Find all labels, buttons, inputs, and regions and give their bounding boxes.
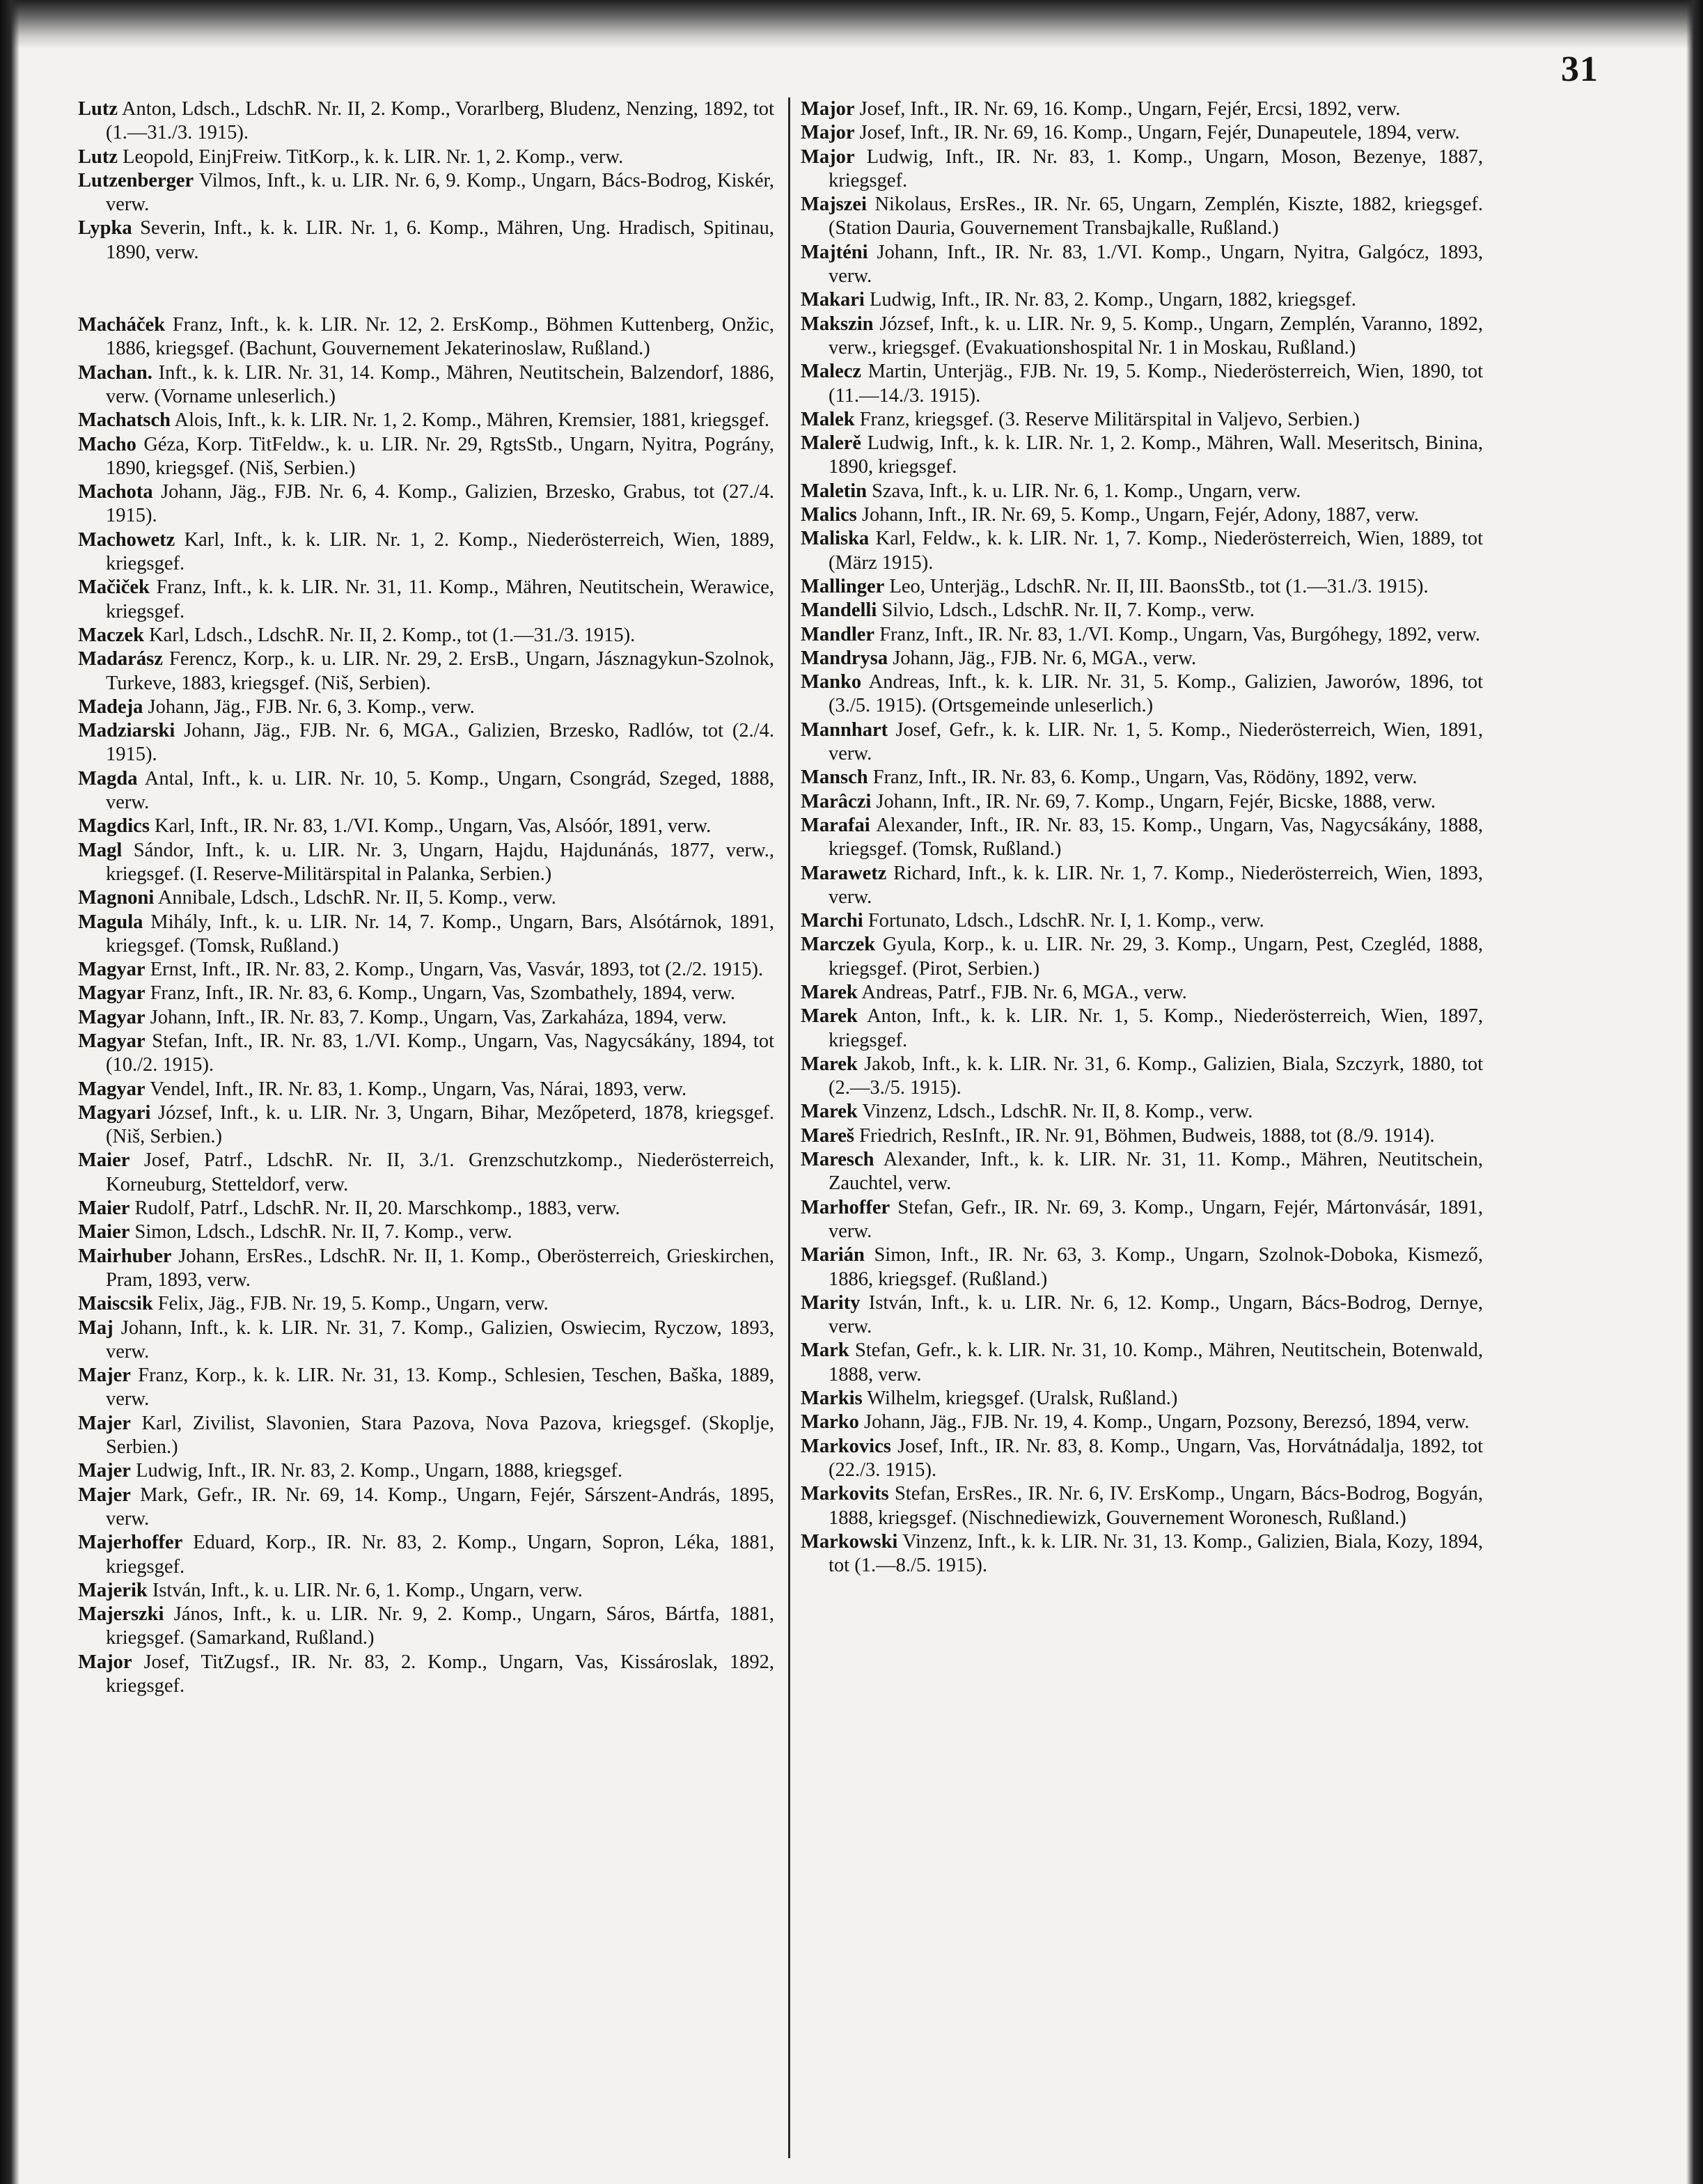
entry-details: Ludwig, Inft., IR. Nr. 83, 2. Komp., Ungarn, 1882, kriegsgef. bbox=[869, 289, 1356, 311]
entry-surname: Marek bbox=[801, 1005, 858, 1028]
list-entry bbox=[78, 576, 774, 624]
entry-surname: Maliska bbox=[801, 528, 870, 550]
list-entry bbox=[78, 169, 774, 217]
entry-details: Karl, Zivilist, Slavonien, Stara Pazova, Nova Pazova, kriegsgef. (Skoplje, Serbien.) bbox=[106, 1412, 774, 1459]
entry-details: Alois, Inft., k. k. LIR. Nr. 1, 2. Komp., Mähren, Kremsier, 1881, kriegsgef. bbox=[174, 409, 770, 432]
entry-surname: Magyari bbox=[78, 1101, 151, 1124]
list-entry bbox=[78, 1197, 774, 1220]
entry-details: Leopold, EinjFreiw. TitKorp., k. k. LIR. Nr. 1, 2. Komp., verw. bbox=[123, 146, 624, 168]
list-entry bbox=[801, 97, 1483, 121]
entry-surname: Major bbox=[801, 122, 855, 144]
list-entry bbox=[801, 288, 1483, 312]
entry-details: Johann, Jäg., FJB. Nr. 6, 4. Komp., Galizien, Brzesko, Grabus, tot (27./4. 1915). bbox=[106, 481, 774, 527]
entry-surname: Malek bbox=[801, 408, 855, 430]
scan-edge-left bbox=[0, 0, 19, 2184]
entry-surname: Mansch bbox=[801, 767, 868, 789]
list-entry bbox=[78, 1245, 774, 1293]
list-entry bbox=[801, 193, 1483, 241]
entry-details: Sándor, Inft., k. u. LIR. Nr. 3, Ungarn, Hajdu, Hajdunánás, 1877, verw., kriegsgef. (I. Reserve-Militärspital in Palanka, Serbien.) bbox=[106, 839, 774, 885]
entry-surname: Magyar bbox=[78, 959, 146, 981]
entry-surname: Marity bbox=[801, 1291, 861, 1314]
entry-surname: Majszei bbox=[801, 194, 867, 216]
entry-details: Alexander, Inft., k. k. LIR. Nr. 31, 11. Komp., Mähren, Neutitschein, Zauchtel, verw. bbox=[829, 1149, 1483, 1195]
entry-surname: Manko bbox=[801, 671, 862, 693]
entry-details: Johann, Jäg., FJB. Nr. 6, MGA., verw. bbox=[893, 647, 1197, 669]
list-entry bbox=[801, 1005, 1483, 1053]
entry-surname: Majerszki bbox=[78, 1603, 164, 1626]
entry-details: Jakob, Inft., k. k. LIR. Nr. 31, 6. Komp., Galizien, Biala, Szczyrk, 1880, tot (2.—3./5. 1915). bbox=[829, 1053, 1483, 1099]
entry-surname: Madeja bbox=[78, 696, 143, 718]
entry-surname: Makszin bbox=[801, 313, 874, 335]
entry-details: Inft., k. k. LIR. Nr. 31, 14. Komp., Mähren, Neutitschein, Balzendorf, 1886, verw. (Vorname unleserlich.) bbox=[106, 361, 775, 407]
entry-details: Alexander, Inft., IR. Nr. 83, 15. Komp., Ungarn, Vas, Nagycsákány, 1888, kriegsgef. (Tomsk, Rußland.) bbox=[829, 814, 1483, 861]
list-entry bbox=[78, 1651, 774, 1699]
list-entry bbox=[801, 647, 1483, 670]
entry-details: Wilhelm, kriegsgef. (Uralsk, Rußland.) bbox=[867, 1388, 1178, 1410]
entry-surname: Markovits bbox=[801, 1483, 889, 1505]
entry-details: Simon, Inft., IR. Nr. 63, 3. Komp., Ungarn, Szolnok-Doboka, Kismező, 1886, kriegsgef. (Rußland.) bbox=[829, 1244, 1484, 1290]
list-entry bbox=[801, 503, 1483, 527]
entry-details: Stefan, Inft., IR. Nr. 83, 1./VI. Komp., Ungarn, Vas, Nagycsákány, 1894, tot (10./2. 1915). bbox=[106, 1030, 775, 1076]
list-entry bbox=[801, 1411, 1483, 1434]
entry-surname: Majer bbox=[78, 1484, 131, 1506]
entry-surname: Machowetz bbox=[78, 528, 175, 551]
list-entry bbox=[78, 217, 774, 265]
entry-details: Ludwig, Inft., IR. Nr. 83, 2. Komp., Ungarn, 1888, kriegsgef. bbox=[136, 1460, 623, 1482]
list-entry bbox=[801, 718, 1483, 767]
list-entry bbox=[78, 815, 774, 838]
list-entry bbox=[801, 790, 1483, 814]
entry-details: Johann, Inft., k. k. LIR. Nr. 31, 7. Komp., Galizien, Oswiecim, Ryczow, 1893, verw. bbox=[106, 1317, 774, 1362]
entry-group-right bbox=[801, 97, 1483, 1578]
entry-details: Fortunato, Ldsch., LdschR. Nr. I, 1. Komp., verw. bbox=[868, 910, 1264, 932]
list-entry bbox=[801, 480, 1483, 503]
entry-surname: Machota bbox=[78, 481, 153, 503]
list-entry bbox=[78, 886, 774, 910]
entry-surname: Maiscsik bbox=[78, 1293, 153, 1315]
entry-details: Stefan, ErsRes., IR. Nr. 6, IV. ErsKomp., Ungarn, Bács-Bodrog, Bogyán, 1888, kriegsgef. (Nischnediewizk, Gouvernement Woronesch, Rußland.) bbox=[829, 1483, 1484, 1529]
entry-surname: Markovics bbox=[801, 1435, 891, 1457]
list-entry bbox=[78, 528, 774, 576]
entry-details: Karl, Inft., k. k. LIR. Nr. 1, 2. Komp., Niederösterreich, Wien, 1889, kriegsgef. bbox=[106, 528, 774, 575]
entry-surname: Marek bbox=[801, 1053, 858, 1075]
list-entry bbox=[801, 909, 1483, 933]
entry-details: Josef, Inft., IR. Nr. 69, 16. Komp., Ungarn, Fejér, Dunapeutele, 1894, verw. bbox=[859, 122, 1460, 144]
list-entry bbox=[78, 839, 774, 887]
entry-surname: Majer bbox=[78, 1460, 131, 1482]
entry-details: Anton, Ldsch., LdschR. Nr. II, 2. Komp., Vorarlberg, Bludenz, Nenzing, 1892, tot (1.—31./3. 1915). bbox=[106, 98, 774, 144]
list-entry bbox=[78, 480, 774, 528]
entry-details: Johann, Inft., IR. Nr. 83, 1./VI. Komp., Ungarn, Nyitra, Galgócz, 1893, verw. bbox=[829, 241, 1483, 288]
entry-details: Johann, ErsRes., LdschR. Nr. II, 1. Komp., Oberösterreich, Grieskirchen, Pram, 1893, verw. bbox=[106, 1245, 774, 1291]
entry-details: Leo, Unterjäg., LdschR. Nr. II, III. BaonsStb., tot (1.—31./3. 1915). bbox=[889, 575, 1429, 597]
entry-surname: Major bbox=[801, 146, 855, 168]
entry-details: Richard, Inft., k. k. LIR. Nr. 1, 7. Komp., Niederösterreich, Wien, 1893, verw. bbox=[829, 862, 1483, 908]
list-entry bbox=[801, 121, 1483, 145]
entry-surname: Marczek bbox=[801, 934, 876, 956]
entry-surname: Marawetz bbox=[801, 862, 887, 884]
entry-surname: Mallinger bbox=[801, 575, 885, 597]
list-entry bbox=[801, 766, 1483, 789]
list-entry bbox=[801, 1435, 1483, 1483]
list-entry bbox=[801, 1339, 1483, 1387]
entry-details: Vinzenz, Ldsch., LdschR. Nr. II, 8. Komp., verw. bbox=[862, 1101, 1253, 1123]
list-entry bbox=[801, 1482, 1483, 1530]
list-entry bbox=[801, 1291, 1483, 1340]
entry-details: Felix, Jäg., FJB. Nr. 19, 5. Komp., Ungarn, verw. bbox=[157, 1293, 549, 1315]
entry-details: Franz, Inft., IR. Nr. 83, 6. Komp., Ungarn, Vas, Rödöny, 1892, verw. bbox=[872, 767, 1418, 789]
entry-surname: Marchi bbox=[801, 910, 863, 932]
entry-surname: Mannhart bbox=[801, 718, 888, 741]
list-entry bbox=[78, 1317, 774, 1365]
list-entry bbox=[78, 624, 774, 647]
list-entry bbox=[78, 1364, 774, 1412]
list-entry bbox=[801, 313, 1483, 361]
entry-surname: Lutzenberger bbox=[78, 169, 194, 191]
entry-details: Mark, Gefr., IR. Nr. 69, 14. Komp., Ungarn, Fejér, Sárszent-András, 1895, verw. bbox=[106, 1484, 774, 1530]
list-entry bbox=[78, 1149, 774, 1197]
entry-details: Ernst, Inft., IR. Nr. 83, 2. Komp., Ungarn, Vas, Vasvár, 1893, tot (2./2. 1915). bbox=[150, 959, 764, 981]
entry-surname: Majerhoffer bbox=[78, 1532, 183, 1554]
entry-surname: Maczek bbox=[78, 624, 144, 646]
list-entry bbox=[78, 696, 774, 719]
entry-surname: Maier bbox=[78, 1149, 130, 1172]
entry-details: Josef, Patrf., LdschR. Nr. II, 3./1. Grenzschutzkomp., Niederösterreich, Korneuburg, Stetteldorf, verw. bbox=[106, 1149, 774, 1195]
entry-details: Ferencz, Korp., k. u. LIR. Nr. 29, 2. ErsB., Ungarn, Jásznagykun-Szolnok, Turkeve, 1883, kriegsgef. (Niš, Serbien). bbox=[106, 648, 775, 694]
list-entry bbox=[78, 767, 774, 815]
page-number: 31 bbox=[1561, 49, 1599, 89]
entry-surname: Malecz bbox=[801, 361, 862, 383]
entry-surname: Maletin bbox=[801, 480, 867, 502]
list-entry bbox=[801, 1148, 1483, 1196]
entry-surname: Madarász bbox=[78, 648, 163, 670]
entry-details: Rudolf, Patrf., LdschR. Nr. II, 20. Marschkomp., 1883, verw. bbox=[134, 1197, 620, 1220]
entry-details: József, Inft., k. u. LIR. Nr. 9, 5. Komp., Ungarn, Zemplén, Varanno, 1892, verw., kriegsgef. (Evakuationshospital Nr. 1 in Moskau, Rußland.) bbox=[829, 313, 1483, 359]
entry-surname: Maresch bbox=[801, 1149, 874, 1171]
entry-surname: Major bbox=[78, 1651, 132, 1673]
list-entry bbox=[801, 1530, 1483, 1578]
list-entry bbox=[801, 623, 1483, 647]
entry-surname: Macho bbox=[78, 433, 136, 455]
list-entry bbox=[801, 408, 1483, 432]
entry-surname: Lutz bbox=[78, 146, 118, 168]
list-entry bbox=[78, 1292, 774, 1316]
entry-details: Andreas, Patrf., FJB. Nr. 6, MGA., verw. bbox=[861, 981, 1187, 1003]
entry-surname: Markis bbox=[801, 1388, 863, 1410]
list-entry bbox=[78, 1220, 774, 1244]
list-entry bbox=[78, 313, 774, 361]
list-entry bbox=[78, 146, 774, 169]
list-entry bbox=[78, 433, 774, 481]
entry-details: Vendel, Inft., IR. Nr. 83, 1. Komp., Ungarn, Vas, Nárai, 1893, verw. bbox=[150, 1078, 687, 1100]
entry-details: Vinzenz, Inft., k. k. LIR. Nr. 31, 13. Komp., Galizien, Biala, Kozy, 1894, tot (1.—8./5. 1915). bbox=[829, 1530, 1483, 1577]
entry-details: Anton, Inft., k. k. LIR. Nr. 1, 5. Komp., Niederösterreich, Wien, 1897, kriegsgef. bbox=[829, 1005, 1483, 1051]
list-entry bbox=[78, 1006, 774, 1030]
left-column bbox=[78, 97, 774, 1698]
entry-surname: Lypka bbox=[78, 217, 132, 239]
section-gap bbox=[78, 265, 774, 313]
entry-group-l bbox=[78, 97, 774, 265]
entry-group-m bbox=[78, 313, 774, 1698]
entry-details: Franz, kriegsgef. (3. Reserve Militärspital in Valjevo, Serbien.) bbox=[859, 408, 1360, 430]
entry-surname: Mark bbox=[801, 1340, 849, 1362]
entry-details: Franz, Inft., k. k. LIR. Nr. 31, 11. Komp., Mähren, Neutitschein, Werawice, kriegsgef. bbox=[106, 576, 774, 622]
list-entry bbox=[78, 409, 774, 432]
entry-surname: Magda bbox=[78, 767, 138, 789]
entry-details: Annibale, Ldsch., LdschR. Nr. II, 5. Komp., verw. bbox=[157, 887, 556, 909]
entry-surname: Mandrysa bbox=[801, 647, 888, 669]
list-entry bbox=[801, 146, 1483, 194]
entry-surname: Makari bbox=[801, 289, 865, 311]
entry-surname: Marko bbox=[801, 1411, 859, 1433]
entry-surname: Markowski bbox=[801, 1530, 898, 1553]
list-entry bbox=[801, 360, 1483, 408]
entry-details: Eduard, Korp., IR. Nr. 83, 2. Komp., Ungarn, Sopron, Léka, 1881, kriegsgef. bbox=[106, 1532, 774, 1578]
list-entry bbox=[78, 958, 774, 982]
entry-surname: Magyar bbox=[78, 1006, 146, 1028]
entry-details: Josef, Inft., IR. Nr. 83, 8. Komp., Ungarn, Vas, Horvátnádalja, 1892, tot (22./3. 1915). bbox=[829, 1435, 1484, 1481]
entry-surname: Machan. bbox=[78, 361, 152, 384]
list-entry bbox=[801, 1124, 1483, 1148]
entry-details: Géza, Korp. TitFeldw., k. u. LIR. Nr. 29, RgtsStb., Ungarn, Nyitra, Pográny, 1890, kriegsgef. (Niš, Serbien.) bbox=[106, 433, 774, 479]
entry-details: Friedrich, ResInft., IR. Nr. 91, Böhmen, Budweis, 1888, tot (8./9. 1914). bbox=[859, 1124, 1435, 1147]
list-entry bbox=[78, 719, 774, 767]
entry-details: Josef, TitZugsf., IR. Nr. 83, 2. Komp., Ungarn, Vas, Kissároslak, 1892, kriegsgef. bbox=[106, 1651, 774, 1697]
list-entry bbox=[801, 527, 1483, 575]
entry-surname: Majer bbox=[78, 1365, 131, 1387]
entry-details: Josef, Gefr., k. k. LIR. Nr. 1, 5. Komp., Niederösterreich, Wien, 1891, verw. bbox=[829, 718, 1483, 765]
entry-details: Franz, Inft., IR. Nr. 83, 6. Komp., Ungarn, Vas, Szombathely, 1894, verw. bbox=[150, 982, 736, 1005]
entry-surname: Marek bbox=[801, 1101, 858, 1123]
entry-surname: Mandelli bbox=[801, 599, 877, 622]
column-divider bbox=[788, 97, 790, 2158]
entry-surname: Malerě bbox=[801, 432, 862, 455]
entry-surname: Magl bbox=[78, 839, 123, 861]
entry-details: Ludwig, Inft., k. k. LIR. Nr. 1, 2. Komp., Mähren, Wall. Meseritsch, Binina, 1890, kriegsgef. bbox=[829, 432, 1484, 478]
entry-details: Stefan, Gefr., IR. Nr. 69, 3. Komp., Ungarn, Fejér, Mártonvásár, 1891, verw. bbox=[829, 1196, 1484, 1242]
entry-surname: Marâczi bbox=[801, 790, 872, 812]
entry-surname: Magnoni bbox=[78, 887, 155, 909]
list-entry bbox=[78, 1030, 774, 1078]
entry-surname: Mareš bbox=[801, 1124, 855, 1147]
entry-surname: Majténi bbox=[801, 241, 868, 263]
list-entry bbox=[801, 1100, 1483, 1124]
entry-details: Gyula, Korp., k. u. LIR. Nr. 29, 3. Komp., Ungarn, Pest, Czegléd, 1888, kriegsgef. (Pirot, Serbien.) bbox=[829, 934, 1484, 980]
entry-details: Josef, Inft., IR. Nr. 69, 16. Komp., Ungarn, Fejér, Ercsi, 1892, verw. bbox=[859, 98, 1401, 120]
entry-details: Karl, Feldw., k. k. LIR. Nr. 1, 7. Komp., Niederösterreich, Wien, 1889, tot (März 1915). bbox=[829, 528, 1484, 574]
list-entry bbox=[78, 1412, 774, 1460]
entry-details: Karl, Inft., IR. Nr. 83, 1./VI. Komp., Ungarn, Vas, Alsóór, 1891, verw. bbox=[155, 815, 712, 838]
list-entry bbox=[801, 241, 1483, 289]
list-entry bbox=[801, 862, 1483, 910]
entry-details: Johann, Jäg., FJB. Nr. 6, MGA., Galizien, Brzesko, Radlów, tot (2./4. 1915). bbox=[106, 720, 775, 766]
entry-details: János, Inft., k. u. LIR. Nr. 9, 2. Komp., Ungarn, Sáros, Bártfa, 1881, kriegsgef. (Samarkand, Rußland.) bbox=[106, 1603, 775, 1649]
entry-details: Karl, Ldsch., LdschR. Nr. II, 2. Komp., tot (1.—31./3. 1915). bbox=[149, 624, 636, 646]
entry-details: Franz, Inft., k. k. LIR. Nr. 12, 2. ErsKomp., Böhmen Kuttenberg, Onžic, 1886, kriegsgef. (Bachunt, Gouvernement Jekaterinoslaw, Rußland.) bbox=[106, 314, 775, 360]
entry-details: Simon, Ldsch., LdschR. Nr. II, 7. Komp., verw. bbox=[134, 1221, 512, 1243]
entry-surname: Lutz bbox=[78, 98, 118, 120]
list-entry bbox=[78, 1078, 774, 1101]
entry-surname: Malics bbox=[801, 504, 857, 526]
entry-surname: Machatsch bbox=[78, 409, 171, 432]
entry-details: Andreas, Inft., k. k. LIR. Nr. 31, 5. Komp., Galizien, Jaworów, 1896, tot (3./5. 1915). (Ortsgemeinde unleserlich.) bbox=[829, 671, 1483, 717]
entry-details: Johann, Inft., IR. Nr. 69, 5. Komp., Ungarn, Fejér, Adony, 1887, verw. bbox=[861, 504, 1420, 526]
entry-surname: Magyar bbox=[78, 1030, 146, 1052]
list-entry bbox=[801, 432, 1483, 480]
entry-surname: Marián bbox=[801, 1244, 865, 1266]
entry-details: Szava, Inft., k. u. LIR. Nr. 6, 1. Komp., Ungarn, verw. bbox=[872, 480, 1301, 502]
entry-surname: Major bbox=[801, 98, 855, 120]
list-entry bbox=[801, 575, 1483, 599]
entry-details: Johann, Inft., IR. Nr. 69, 7. Komp., Ungarn, Fejér, Bicske, 1888, verw. bbox=[876, 790, 1436, 812]
list-entry bbox=[78, 1603, 774, 1651]
list-entry bbox=[78, 1101, 774, 1149]
entry-surname: Magyar bbox=[78, 982, 146, 1005]
list-entry bbox=[801, 1053, 1483, 1101]
entry-surname: Macháček bbox=[78, 314, 166, 336]
list-entry bbox=[801, 670, 1483, 718]
entry-surname: Marhoffer bbox=[801, 1196, 890, 1218]
entry-surname: Mačiček bbox=[78, 576, 150, 599]
entry-surname: Majerik bbox=[78, 1579, 148, 1601]
entry-details: Johann, Jäg., FJB. Nr. 19, 4. Komp., Ungarn, Pozsony, Berezsó, 1894, verw. bbox=[864, 1411, 1470, 1433]
list-entry bbox=[801, 1196, 1483, 1244]
right-column bbox=[801, 97, 1483, 1578]
entry-details: Vilmos, Inft., k. u. LIR. Nr. 6, 9. Komp., Ungarn, Bács-Bodrog, Kiskér, verw. bbox=[106, 169, 774, 216]
entry-surname: Marafai bbox=[801, 814, 870, 836]
entry-details: Ludwig, Inft., IR. Nr. 83, 1. Komp., Ungarn, Moson, Bezenye, 1887, kriegsgef. bbox=[829, 146, 1484, 191]
list-entry bbox=[801, 814, 1483, 862]
list-entry bbox=[801, 1387, 1483, 1411]
entry-details: Martin, Unterjäg., FJB. Nr. 19, 5. Komp., Niederösterreich, Wien, 1890, tot (11.—14./3. 1915). bbox=[829, 361, 1484, 407]
list-entry bbox=[801, 981, 1483, 1005]
list-entry bbox=[78, 1484, 774, 1532]
entry-surname: Madziarski bbox=[78, 720, 175, 742]
scan-edge-right bbox=[1686, 0, 1703, 2184]
entry-details: Antal, Inft., k. u. LIR. Nr. 10, 5. Komp., Ungarn, Csongrád, Szeged, 1888, verw. bbox=[106, 767, 774, 814]
entry-details: István, Inft., k. u. LIR. Nr. 6, 12. Komp., Ungarn, Bács-Bodrog, Dernye, verw. bbox=[829, 1291, 1483, 1338]
list-entry bbox=[801, 599, 1483, 622]
list-entry bbox=[78, 647, 774, 696]
entry-details: József, Inft., k. u. LIR. Nr. 3, Ungarn, Bihar, Mezőpeterd, 1878, kriegsgef. (Niš, Serbien.) bbox=[106, 1101, 775, 1148]
entry-details: Severin, Inft., k. k. LIR. Nr. 1, 6. Komp., Mähren, Ung. Hradisch, Spitinau, 1890, verw. bbox=[106, 217, 775, 263]
entry-surname: Magdics bbox=[78, 815, 150, 838]
entry-details: Franz, Korp., k. k. LIR. Nr. 31, 13. Komp., Schlesien, Teschen, Baška, 1889, verw. bbox=[106, 1365, 774, 1411]
scan-edge-top bbox=[0, 0, 1703, 49]
list-entry bbox=[78, 911, 774, 959]
entry-details: Johann, Jäg., FJB. Nr. 6, 3. Komp., verw. bbox=[148, 696, 475, 718]
list-entry bbox=[801, 1243, 1483, 1291]
entry-details: Johann, Inft., IR. Nr. 83, 7. Komp., Ungarn, Vas, Zarkaháza, 1894, verw. bbox=[150, 1006, 727, 1028]
entry-surname: Marek bbox=[801, 981, 858, 1003]
list-entry bbox=[78, 361, 774, 409]
entry-surname: Mandler bbox=[801, 623, 875, 645]
entry-details: István, Inft., k. u. LIR. Nr. 6, 1. Komp., Ungarn, verw. bbox=[152, 1579, 583, 1601]
entry-details: Nikolaus, ErsRes., IR. Nr. 65, Ungarn, Zemplén, Kiszte, 1882, kriegsgef. (Station Dauria, Gouvernement Transbajkalle, Rußland.) bbox=[829, 194, 1484, 239]
list-entry bbox=[78, 982, 774, 1005]
list-entry bbox=[78, 1459, 774, 1483]
entry-details: Silvio, Ldsch., LdschR. Nr. II, 7. Komp., verw. bbox=[881, 599, 1255, 622]
list-entry bbox=[78, 1531, 774, 1579]
entry-details: Franz, Inft., IR. Nr. 83, 1./VI. Komp., Ungarn, Vas, Burgóhegy, 1892, verw. bbox=[879, 623, 1481, 645]
list-entry bbox=[78, 1579, 774, 1603]
entry-details: Mihály, Inft., k. u. LIR. Nr. 14, 7. Komp., Ungarn, Bars, Alsótárnok, 1891, kriegsgef. (Tomsk, Rußland.) bbox=[106, 911, 774, 957]
entry-surname: Magula bbox=[78, 911, 143, 933]
list-entry bbox=[801, 933, 1483, 981]
entry-surname: Maier bbox=[78, 1197, 130, 1220]
entry-surname: Magyar bbox=[78, 1078, 146, 1100]
entry-surname: Maj bbox=[78, 1317, 113, 1339]
entry-details: Stefan, Gefr., k. k. LIR. Nr. 31, 10. Komp., Mähren, Neutitschein, Botenwald, 1888, verw. bbox=[829, 1340, 1484, 1385]
list-entry bbox=[78, 97, 774, 146]
entry-surname: Mairhuber bbox=[78, 1245, 172, 1267]
entry-surname: Maier bbox=[78, 1221, 130, 1243]
entry-surname: Majer bbox=[78, 1412, 131, 1434]
